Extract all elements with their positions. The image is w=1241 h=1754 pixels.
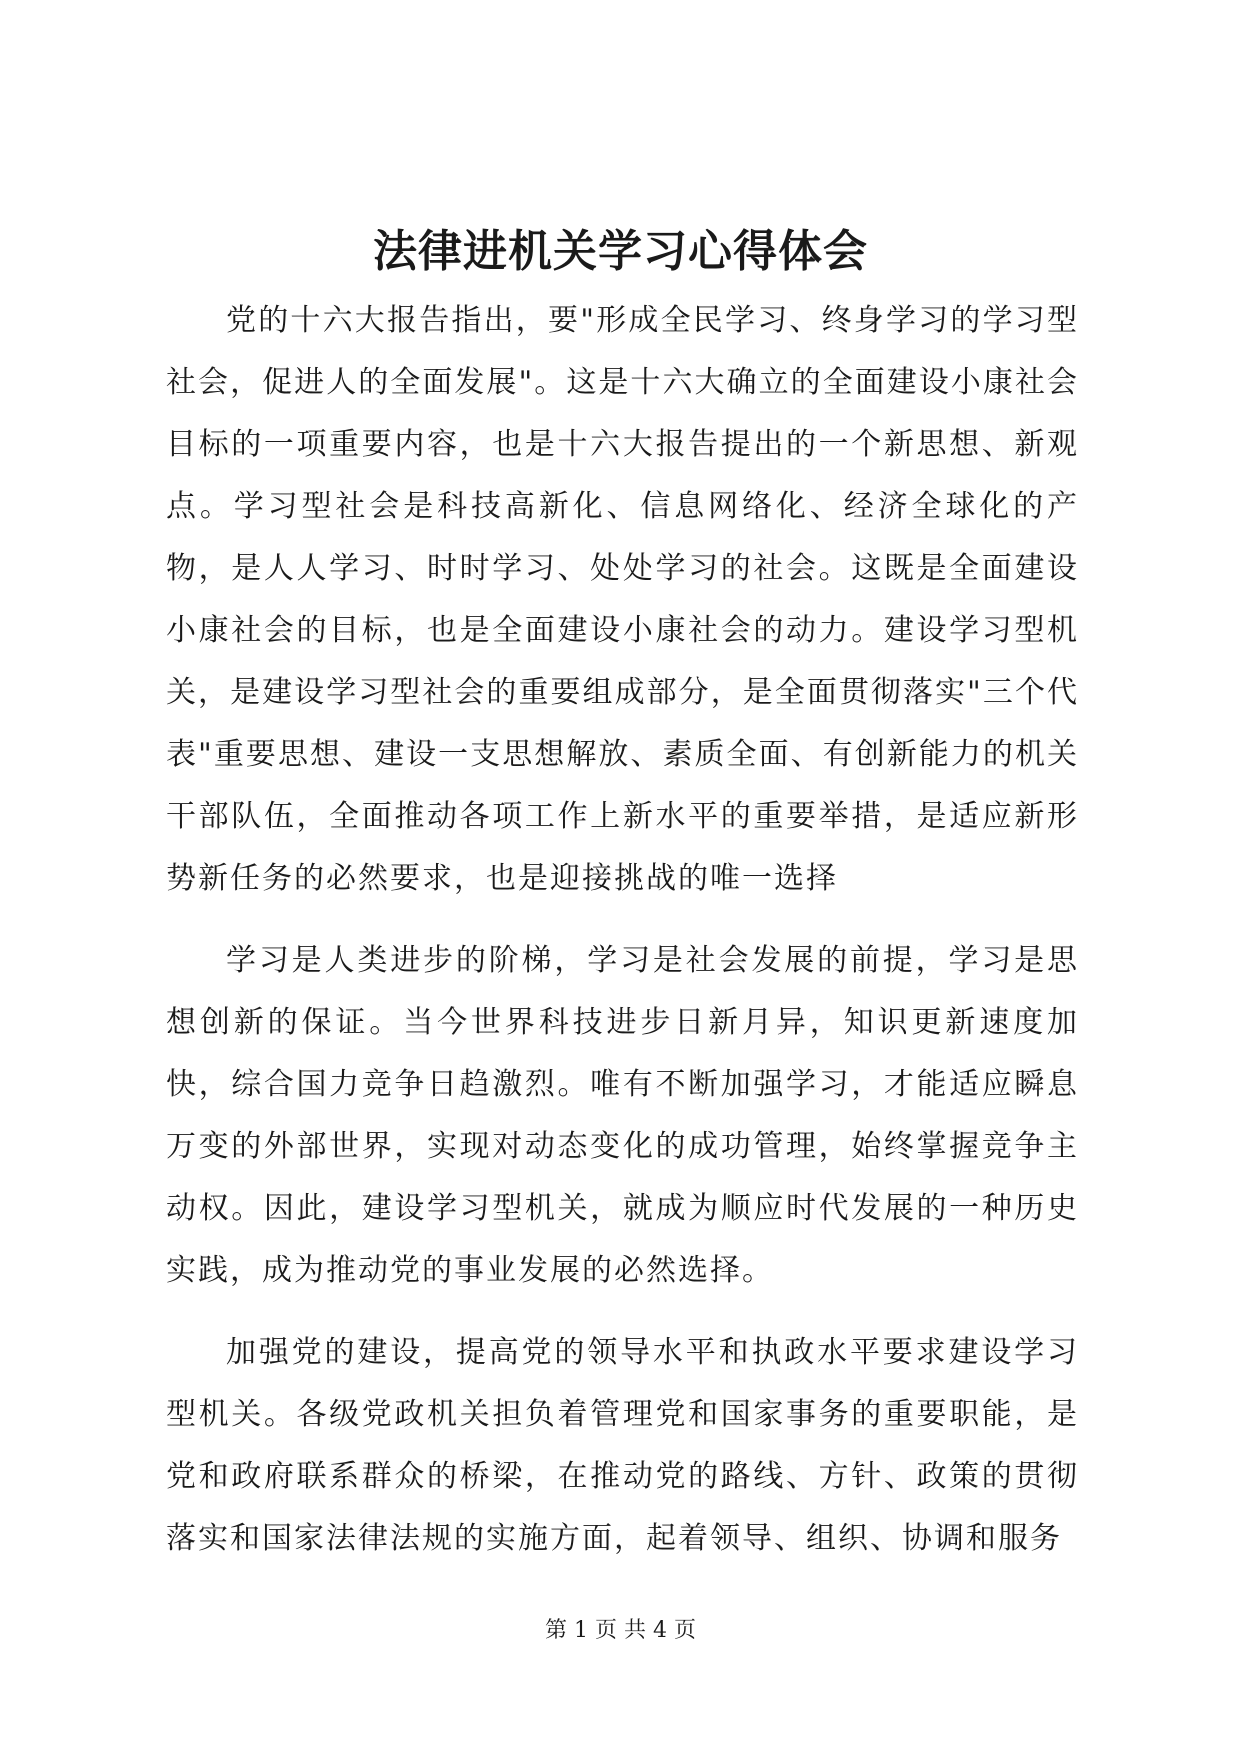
paragraph-3: 加强党的建设，提高党的领导水平和执政水平要求建设学习型机关。各级党政机关担负着管理党和国家事务的重要职能，是党和政府联系群众的桥梁，在推动党的路线、方针、政策的贯彻落实和国家法律法规的实施方面，起着领导、组织、协调和服务 [166,1335,1079,1556]
document-title: 法律进机关学习心得体会 [373,226,868,277]
paragraph-2: 学习是人类进步的阶梯，学习是社会发展的前提，学习是思想创新的保证。当今世界科技进步日新月异，知识更新速度加快，综合国力竞争日趋激烈。唯有不断加强学习，才能适应瞬息万变的外部世界，实现对动态变化的成功管理，始终掌握竞争主动权。因此，建设学习型机关，就成为顺应时代发展的一种历史实践，成为推动党的事业发展的必然选择。 [166,943,1079,1288]
page-footer: 第 1 页 共 4 页 [545,1618,696,1643]
document-body [166,290,1079,1590]
paragraph-1: 党的十六大报告指出，要"形成全民学习、终身学习的学习型社会，促进人的全面发展"。这是十六大确立的全面建设小康社会目标的一项重要内容，也是十六大报告提出的一个新思想、新观点。学习型社会是科技高新化、信息网络化、经济全球化的产物，是人人学习、时时学习、处处学习的社会。这既是全面建设小康社会的目标，也是全面建设小康社会的动力。建设学习型机关，是建设学习型社会的重要组成部分，是全面贯彻落实"三个代表"重要思想、建设一支思想解放、素质全面、有创新能力的机关干部队伍，全面推动各项工作上新水平的重要举措，是适应新形势新任务的必然要求，也是迎接挑战的唯一选择 [166,303,1079,896]
